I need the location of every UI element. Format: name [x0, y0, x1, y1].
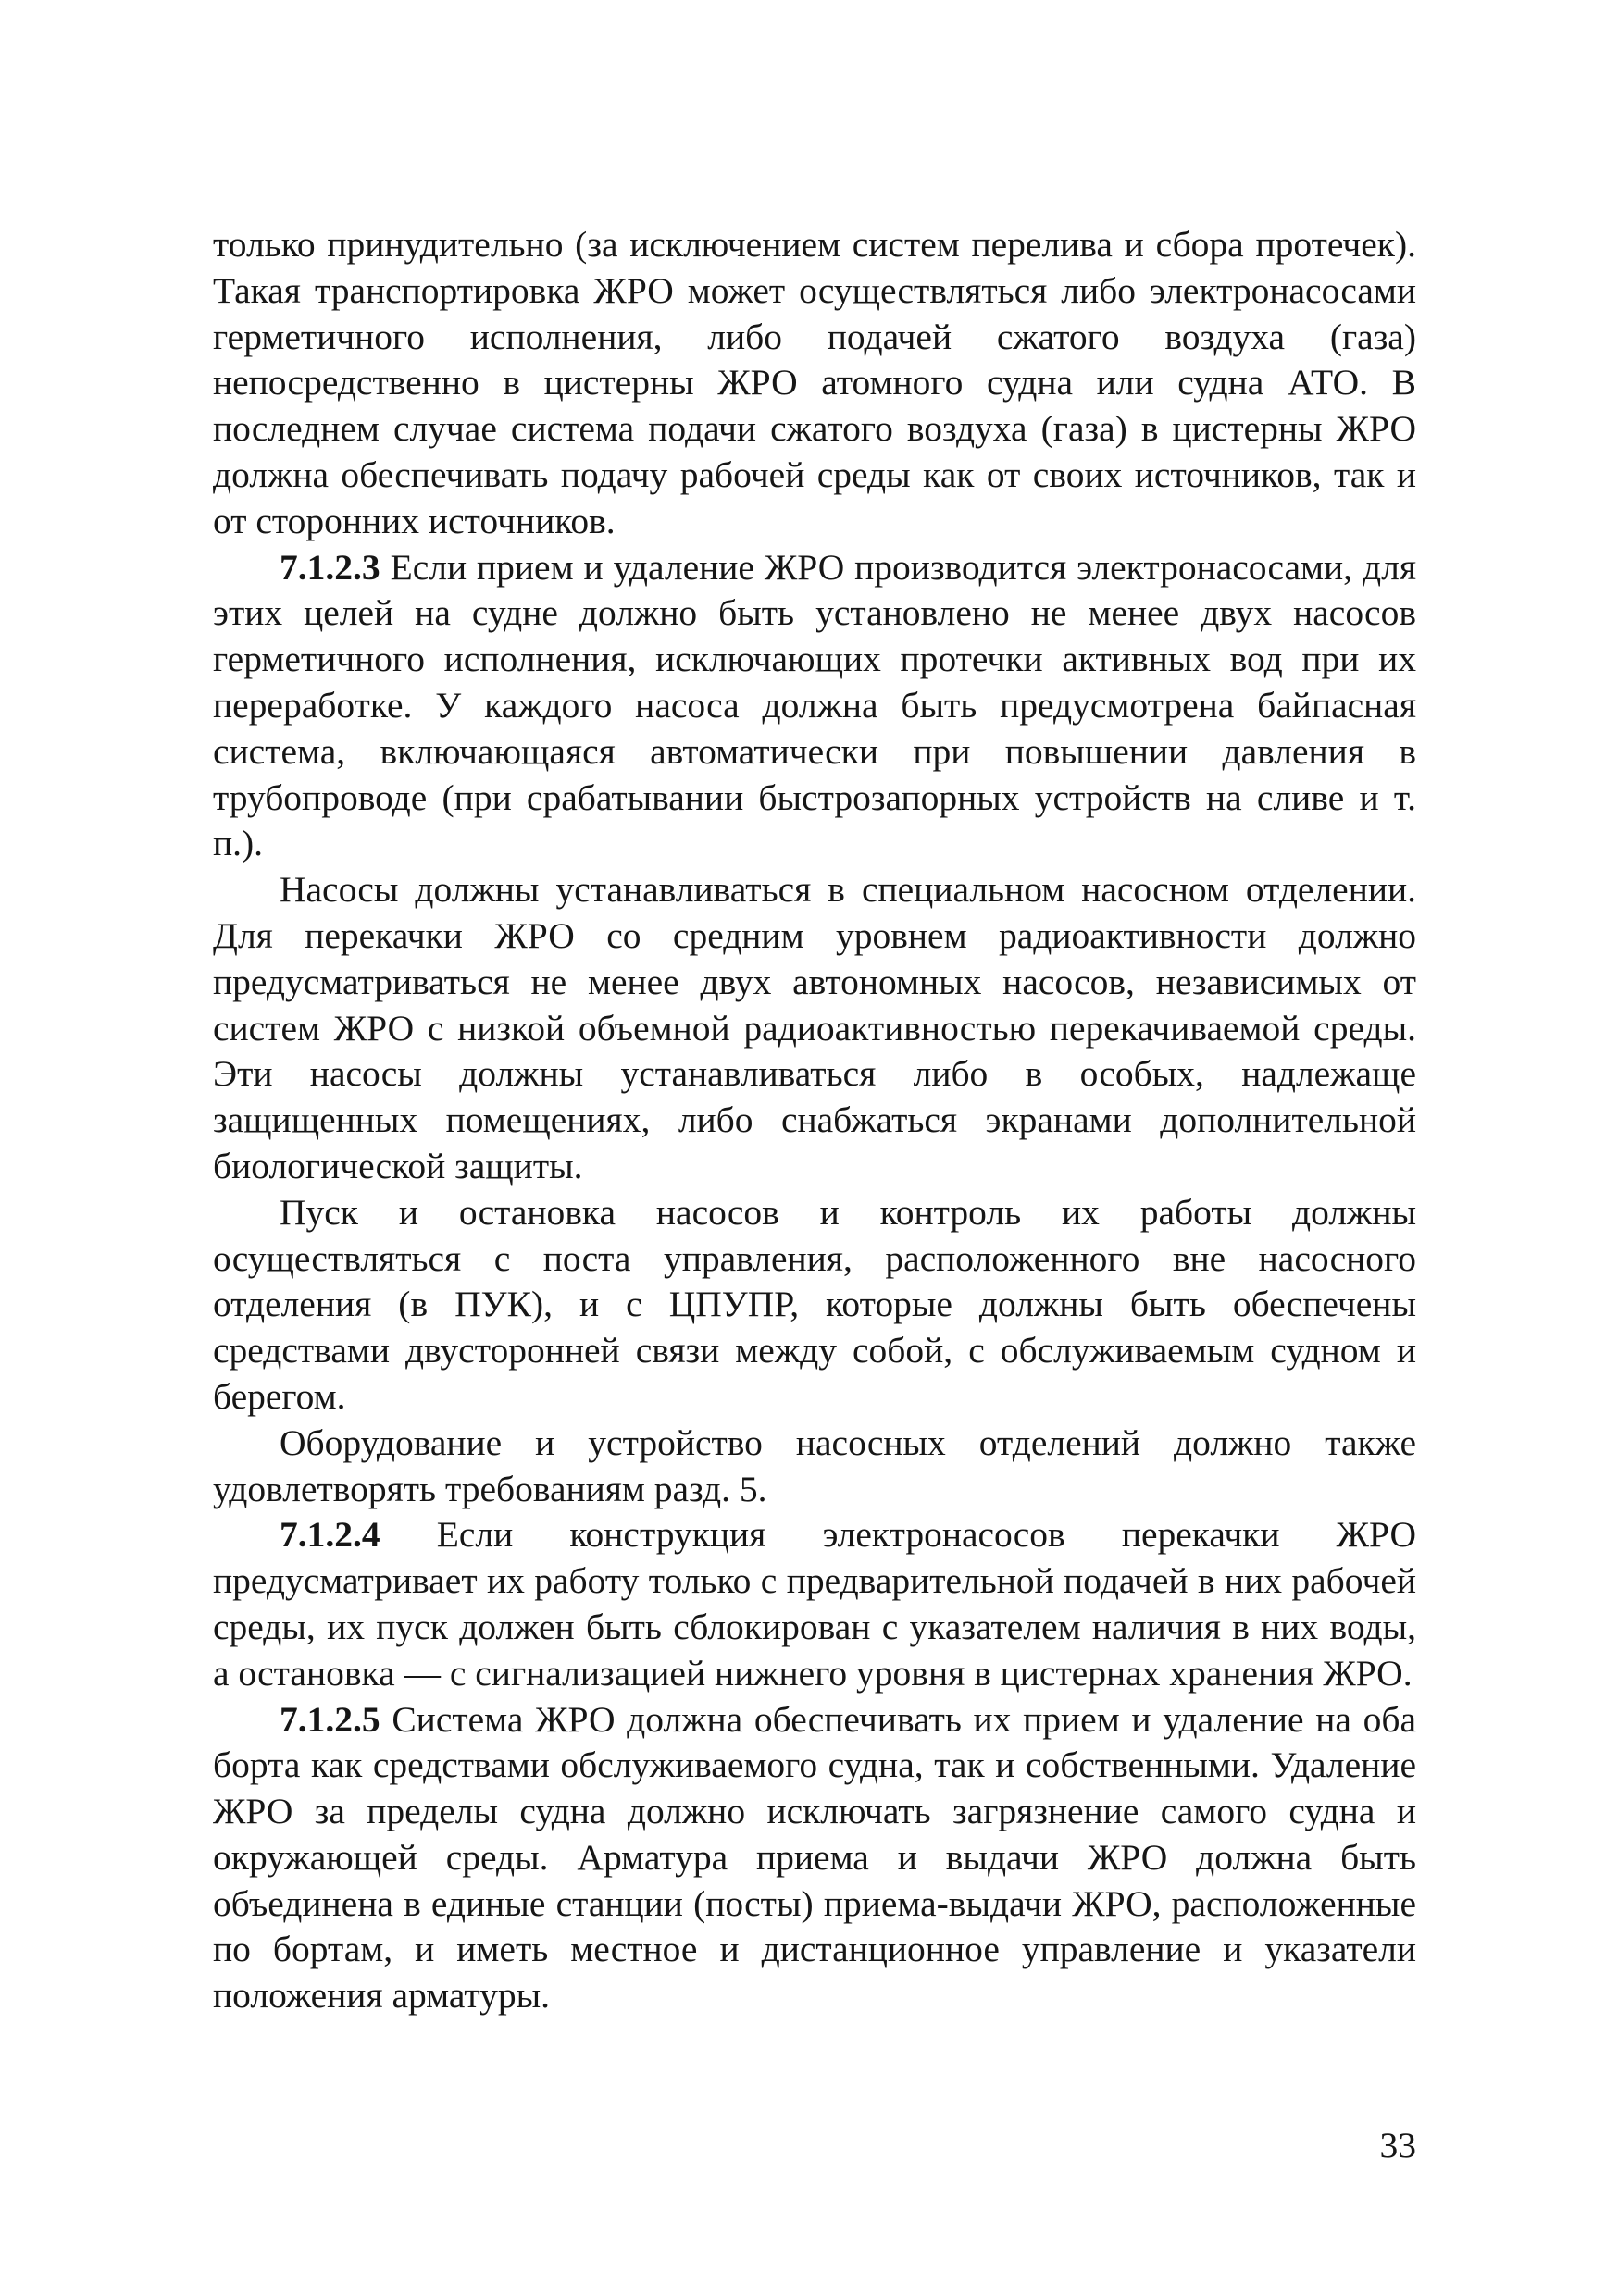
- paragraph-7-1-2-5: [213, 1697, 1416, 2020]
- paragraph-text: Пуск и остановка насосов и контроль их работы должны осуществляться с поста управления, расположенного вне насосного отделения (в ПУК), и с ЦПУПР, которые должны быть обеспечены средствами двусторонней связи между собой, с обслуживаемым судном и берегом.: [213, 1191, 1416, 1417]
- clause-number: 7.1.2.5: [280, 1698, 380, 1740]
- paragraph-7-1-2-3: [213, 545, 1416, 868]
- paragraph-text: Насосы должны устанавливаться в специальном насосном отделении. Для перекачки ЖРО со средним уровнем радиоактивности должно предусматриваться не менее двух автономных насосов, независимых от систем ЖРО с низкой объемной радиоактивностью перекачиваемой среды. Эти насосы должны устанавливаться либо в особых, надлежаще защищенных помещениях, либо снабжаться экранами дополнительной биологической защиты.: [213, 869, 1416, 1186]
- body-text: [213, 222, 1416, 2019]
- paragraph-7-1-2-4: [213, 1512, 1416, 1696]
- paragraph-text: только принудительно (за исключением систем перелива и сбора протечек). Такая транспортировка ЖРО может осуществляться либо электронасосами герметичного исполнения, либо подачей сжатого воздуха (газа) непосредственно в цистерны ЖРО атомного судна или судна АТО. В последнем случае система подачи сжатого воздуха (газа) в цистерны ЖРО должна обеспечивать подачу рабочей среды как от своих источников, так и от сторонних источников.: [213, 224, 1416, 541]
- clause-number: 7.1.2.3: [280, 546, 380, 588]
- paragraph-text: Оборудование и устройство насосных отделений должно также удовлетворять требованиям разд. 5.: [213, 1421, 1416, 1509]
- paragraph-pump-control: [213, 1190, 1416, 1421]
- paragraph-pumps-location: [213, 867, 1416, 1190]
- page-number: 33: [1379, 2125, 1416, 2166]
- paragraph-text: Если прием и удаление ЖРО производится электронасосами, для этих целей на судне должно быть установлено не менее двух насосов герметичного исполнения, исключающих протечки активных вод при их переработке. У каждого насоса должна быть предусмотрена байпасная система, включающаяся автоматически при повышении давления в трубопроводе (при срабатывании быстрозапорных устройств на сливе и т. п.).: [213, 546, 1416, 864]
- paragraph-text: Система ЖРО должна обеспечивать их прием и удаление на оба борта как средствами обслуживаемого судна, так и собственными. Удаление ЖРО за пределы судна должно исключать загрязнение самого судна и окружающей среды. Арматура приема и выдачи ЖРО должна быть объединена в единые станции (посты) приема-выдачи ЖРО, расположенные по бортам, и иметь местное и дистанционное управление и указатели положения арматуры.: [213, 1698, 1416, 2017]
- paragraph-pump-room-requirements: [213, 1421, 1416, 1513]
- clause-number: 7.1.2.4: [280, 1514, 380, 1556]
- paragraph-text: Если конструкция электронасосов перекачки ЖРО предусматривает их работу только с предварительной подачей в них рабочей среды, их пуск должен быть сблокирован с указателем наличия в них воды, а остановка — с сигнализацией нижнего уровня в цистернах хранения ЖРО.: [213, 1514, 1416, 1694]
- paragraph-continuation: [213, 222, 1416, 545]
